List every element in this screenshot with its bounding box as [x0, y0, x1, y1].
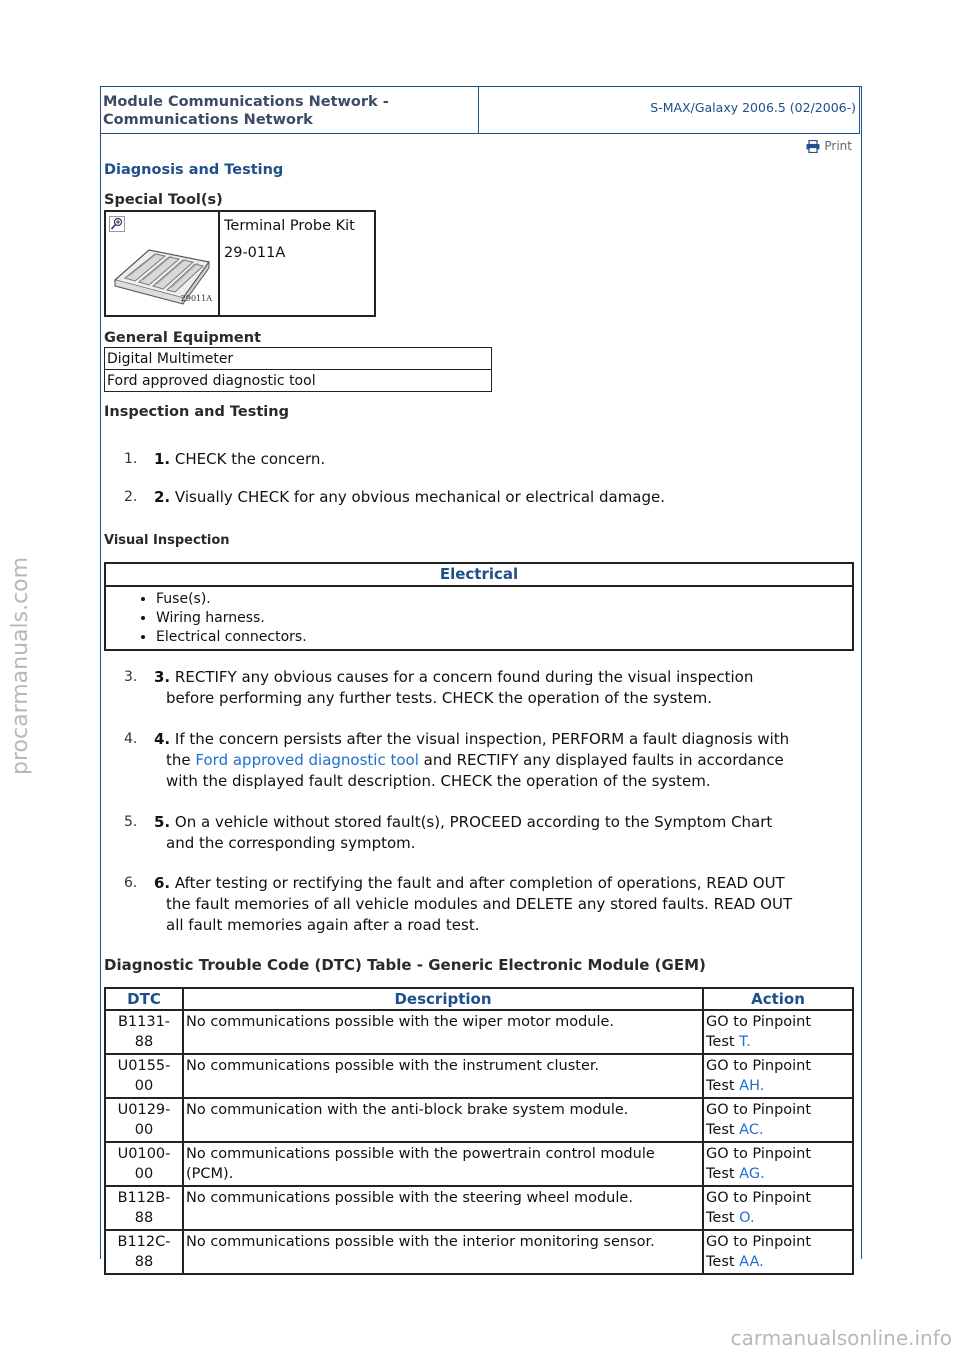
dtc-code: [105, 1186, 183, 1230]
visual-inspection-table: [104, 562, 854, 651]
equipment-table: [104, 347, 492, 392]
dtc-code-part: 88: [134, 1254, 154, 1270]
step-text: [154, 449, 854, 470]
step-bold: 6.: [154, 874, 171, 892]
header-title-line1: Module Communications Network -: [103, 94, 389, 110]
step-body-cont: all fault memories again after a road test.: [166, 916, 480, 934]
step-body: RECTIFY any obvious causes for a concern found during the visual inspection: [174, 668, 754, 686]
footer-watermark: carmanualsonline.info: [730, 1326, 952, 1350]
dtc-action: [703, 1186, 853, 1230]
list-item: • Wiring harness.: [156, 609, 852, 628]
section-title: Diagnosis and Testing: [104, 162, 284, 178]
table-row: [105, 1230, 853, 1274]
header-vehicle: S-MAX/Galaxy 2006.5 (02/2006-): [650, 100, 856, 115]
action-text: GO to Pinpoint: [706, 1058, 812, 1074]
step-body: On a vehicle without stored fault(s), PROCEED according to the Symptom Chart: [174, 813, 773, 831]
dtc-description: No communications possible with the interior monitoring sensor.: [183, 1230, 703, 1274]
pinpoint-test-link[interactable]: T.: [739, 1034, 751, 1050]
dtc-action: [703, 1098, 853, 1142]
special-tools-heading: Special Tool(s): [104, 192, 223, 208]
action-text: Test: [706, 1210, 740, 1226]
header-title: [101, 87, 479, 133]
side-watermark: procarmanuals.com: [8, 556, 33, 775]
step-number: 5.: [124, 814, 138, 830]
dtc-description: No communication with the anti-block brake system module.: [183, 1098, 703, 1142]
dtc-code-part: 00: [134, 1166, 154, 1182]
dtc-table-heading: Diagnostic Trouble Code (DTC) Table - Generic Electronic Module (GEM): [104, 956, 706, 974]
step-bold: 2.: [154, 488, 171, 506]
tool-image-caption: 29011A: [180, 294, 212, 303]
pinpoint-test-link[interactable]: O.: [739, 1210, 755, 1226]
table-row: [105, 1186, 853, 1230]
step-body-cont: [154, 750, 854, 771]
action-line: [706, 1120, 850, 1140]
dtc-description: No communications possible with the powertrain control module (PCM).: [183, 1142, 703, 1186]
step-text: [154, 729, 854, 792]
step-bold: 5.: [154, 813, 171, 831]
dtc-code-part: U0129-: [117, 1102, 171, 1118]
visual-inspection-heading: Visual Inspection: [104, 533, 230, 548]
printer-icon: [806, 140, 820, 153]
dtc-action: [703, 1010, 853, 1054]
dtc-code: [105, 1098, 183, 1142]
dtc-code-part: 00: [134, 1122, 154, 1138]
step-body: Visually CHECK for any obvious mechanical or electrical damage.: [174, 488, 666, 506]
dtc-description: No communications possible with the steering wheel module.: [183, 1186, 703, 1230]
table-row: [105, 370, 492, 392]
dtc-code-part: B112B-: [117, 1190, 171, 1206]
step-bold: 3.: [154, 668, 171, 686]
dtc-code: [105, 1142, 183, 1186]
table-row: [105, 1142, 853, 1186]
dtc-code-part: U0100-: [117, 1146, 171, 1162]
table-header-row: [105, 988, 853, 1010]
step-number: 2.: [124, 489, 138, 505]
special-tool-box: [104, 210, 376, 317]
print-button[interactable]: [806, 139, 852, 153]
diagnostic-tool-link[interactable]: Ford approved diagnostic tool: [195, 751, 419, 769]
step-body-cont: with the displayed fault description. CHECK the operation of the system.: [166, 772, 711, 790]
dtc-code-part: 88: [134, 1034, 154, 1050]
action-text: GO to Pinpoint: [706, 1234, 812, 1250]
page-header: [100, 86, 860, 134]
column-header-description: Description: [183, 988, 703, 1010]
action-line: [706, 1252, 850, 1272]
table-row: [105, 1098, 853, 1142]
step-bold: 4.: [154, 730, 171, 748]
dtc-code-part: B1131-: [117, 1014, 171, 1030]
step-text: [154, 873, 854, 936]
list-item: • Fuse(s).: [156, 590, 852, 609]
dtc-code: [105, 1054, 183, 1098]
step-number: 3.: [124, 669, 138, 685]
inspection-heading: Inspection and Testing: [104, 404, 289, 420]
equipment-item: Digital Multimeter: [105, 348, 492, 370]
action-text: Test: [706, 1166, 740, 1182]
tool-number: 29-011A: [224, 245, 286, 261]
tool-image[interactable]: [106, 212, 220, 315]
table-row: [105, 1010, 853, 1054]
step-fragment: and RECTIFY any displayed faults in accordance: [418, 751, 784, 769]
action-text: GO to Pinpoint: [706, 1146, 812, 1162]
action-text: GO to Pinpoint: [706, 1014, 812, 1030]
action-line: [706, 1208, 850, 1228]
print-label: Print: [824, 139, 852, 153]
action-text: Test: [706, 1034, 740, 1050]
action-text: Test: [706, 1078, 740, 1094]
step-body-cont: the fault memories of all vehicle modules and DELETE any stored faults. READ OUT: [166, 895, 793, 913]
action-text: GO to Pinpoint: [706, 1190, 812, 1206]
dtc-code: [105, 1010, 183, 1054]
dtc-code-part: 00: [134, 1078, 154, 1094]
dtc-code-part: 88: [134, 1210, 154, 1226]
step-number: 4.: [124, 731, 138, 747]
column-header-dtc: DTC: [105, 988, 183, 1010]
step-text: [154, 812, 854, 854]
dtc-code-part: U0155-: [117, 1058, 171, 1074]
tool-name: Terminal Probe Kit: [224, 218, 355, 234]
step-body-cont: and the corresponding symptom.: [166, 834, 416, 852]
tool-text: [220, 212, 374, 315]
dtc-code-part: B112C-: [117, 1234, 171, 1250]
dtc-description: No communications possible with the wiper motor module.: [183, 1010, 703, 1054]
action-text: Test: [706, 1122, 740, 1138]
action-text: Test: [706, 1254, 740, 1270]
step-fragment: the: [166, 751, 196, 769]
step-number: 1.: [124, 451, 138, 467]
equipment-item: Ford approved diagnostic tool: [105, 370, 492, 392]
pinpoint-test-link[interactable]: AH.: [739, 1078, 765, 1094]
general-equipment-heading: General Equipment: [104, 330, 262, 346]
table-row: [105, 348, 492, 370]
table-row: [105, 1054, 853, 1098]
pinpoint-test-link[interactable]: AG.: [739, 1166, 765, 1182]
action-line: [706, 1164, 850, 1184]
electrical-list: [106, 590, 852, 647]
action-line: [706, 1032, 850, 1052]
action-line: [706, 1076, 850, 1096]
step-body: If the concern persists after the visual inspection, PERFORM a fault diagnosis with: [174, 730, 790, 748]
pinpoint-test-link[interactable]: AA.: [739, 1254, 764, 1270]
list-item: • Electrical connectors.: [156, 628, 852, 647]
dtc-description: No communications possible with the instrument cluster.: [183, 1054, 703, 1098]
dtc-table: [104, 987, 854, 1275]
step-body: CHECK the concern.: [174, 450, 326, 468]
dtc-code: [105, 1230, 183, 1274]
dtc-action: [703, 1054, 853, 1098]
header-title-line2: Communications Network: [103, 112, 313, 128]
dtc-action: [703, 1142, 853, 1186]
step-text: [154, 667, 854, 709]
action-text: GO to Pinpoint: [706, 1102, 812, 1118]
pinpoint-test-link[interactable]: AC.: [739, 1122, 764, 1138]
step-body-cont: before performing any further tests. CHECK the operation of the system.: [166, 689, 712, 707]
step-number: 6.: [124, 875, 138, 891]
electrical-column-header: Electrical: [106, 564, 852, 587]
step-text: [154, 487, 854, 508]
step-body: After testing or rectifying the fault and after completion of operations, READ OUT: [174, 874, 785, 892]
dtc-action: [703, 1230, 853, 1274]
column-header-action: Action: [703, 988, 853, 1010]
step-bold: 1.: [154, 450, 171, 468]
